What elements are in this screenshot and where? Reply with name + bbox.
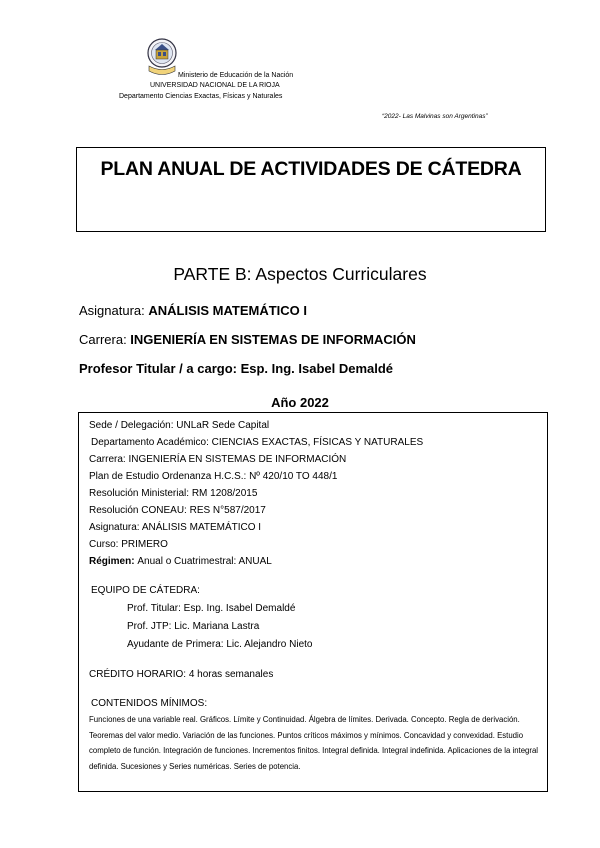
career-label: Carrera: [79, 332, 131, 347]
document-title: PLAN ANUAL DE ACTIVIDADES DE CÁTEDRA [100, 158, 522, 180]
credit-hours-line: CRÉDITO HORARIO: 4 horas semanales [89, 669, 274, 680]
career-line [79, 332, 416, 347]
course-line: Curso: PRIMERO [89, 539, 168, 550]
career-detail-line: Carrera: INGENIERÍA EN SISTEMAS DE INFORMACIÓN [89, 454, 347, 465]
subject-detail-line: Asignatura: ANÁLISIS MATEMÁTICO I [89, 522, 262, 533]
subject-line [79, 303, 307, 318]
university-seal-logo [146, 38, 178, 80]
subject-label: Asignatura: [79, 303, 149, 318]
coneau-resolution-line: Resolución CONEAU: RES N°587/2017 [89, 505, 266, 516]
study-plan-line: Plan de Estudio Ordenanza H.C.S.: Nº 420/10 TO 448/1 [89, 471, 338, 482]
jtp-professor-line: Prof. JTP: Lic. Mariana Lastra [127, 621, 260, 632]
minimum-contents-heading: CONTENIDOS MÍNIMOS: [91, 698, 208, 709]
regimen-value: Anual o Cuatrimestral: ANUAL [137, 556, 272, 567]
professor-value: Esp. Ing. Isabel Demaldé [240, 361, 394, 376]
career-value: INGENIERÍA EN SISTEMAS DE INFORMACIÓN [130, 332, 416, 347]
professor-line [79, 361, 393, 376]
university-name: UNIVERSIDAD NACIONAL DE LA RIOJA [150, 82, 280, 89]
professor-label: Profesor Titular / a cargo: [79, 361, 241, 376]
titular-professor-line: Prof. Titular: Esp. Ing. Isabel Demaldé [127, 603, 296, 614]
subject-value: ANÁLISIS MATEMÁTICO I [148, 303, 308, 318]
regimen-line [89, 556, 272, 568]
motto-text: “2022- Las Malvinas son Argentinas” [382, 113, 488, 120]
assistant-line: Ayudante de Primera: Lic. Alejandro Nieto [127, 639, 313, 650]
ministerial-resolution-line: Resolución Ministerial: RM 1208/2015 [89, 488, 258, 499]
sede-line: Sede / Delegación: UNLaR Sede Capital [89, 420, 270, 431]
ministry-text: Ministerio de Educación de la Nación [178, 72, 294, 79]
minimum-contents-text: Funciones de una variable real. Gráficos. Límite y Continuidad. Álgebra de límites. Derivada. Concepto. Regla de derivación. Teoremas del valor medio. Variación de las funciones. Puntos críticos máximos y mínimos. Concavidad y convexidad. Estudio completo de función. Integración de funciones. Incrementos finitos. Integral definida. Integral indefinida. Aplicaciones de la integral definida. Sucesiones y Series numéricas. Series de potencia. [89, 715, 539, 771]
team-heading: EQUIPO DE CÁTEDRA: [91, 585, 200, 596]
section-subtitle: PARTE B: Aspectos Curriculares [173, 264, 427, 284]
department-line: Departamento Académico: CIENCIAS EXACTAS, FÍSICAS Y NATURALES [91, 437, 424, 448]
course-details-box [78, 412, 548, 792]
regimen-label: Régimen: [89, 556, 138, 567]
year-heading: Año 2022 [271, 395, 329, 410]
department-name: Departamento Ciencias Exactas, Físicas y Naturales [119, 93, 283, 100]
title-box [76, 147, 546, 232]
